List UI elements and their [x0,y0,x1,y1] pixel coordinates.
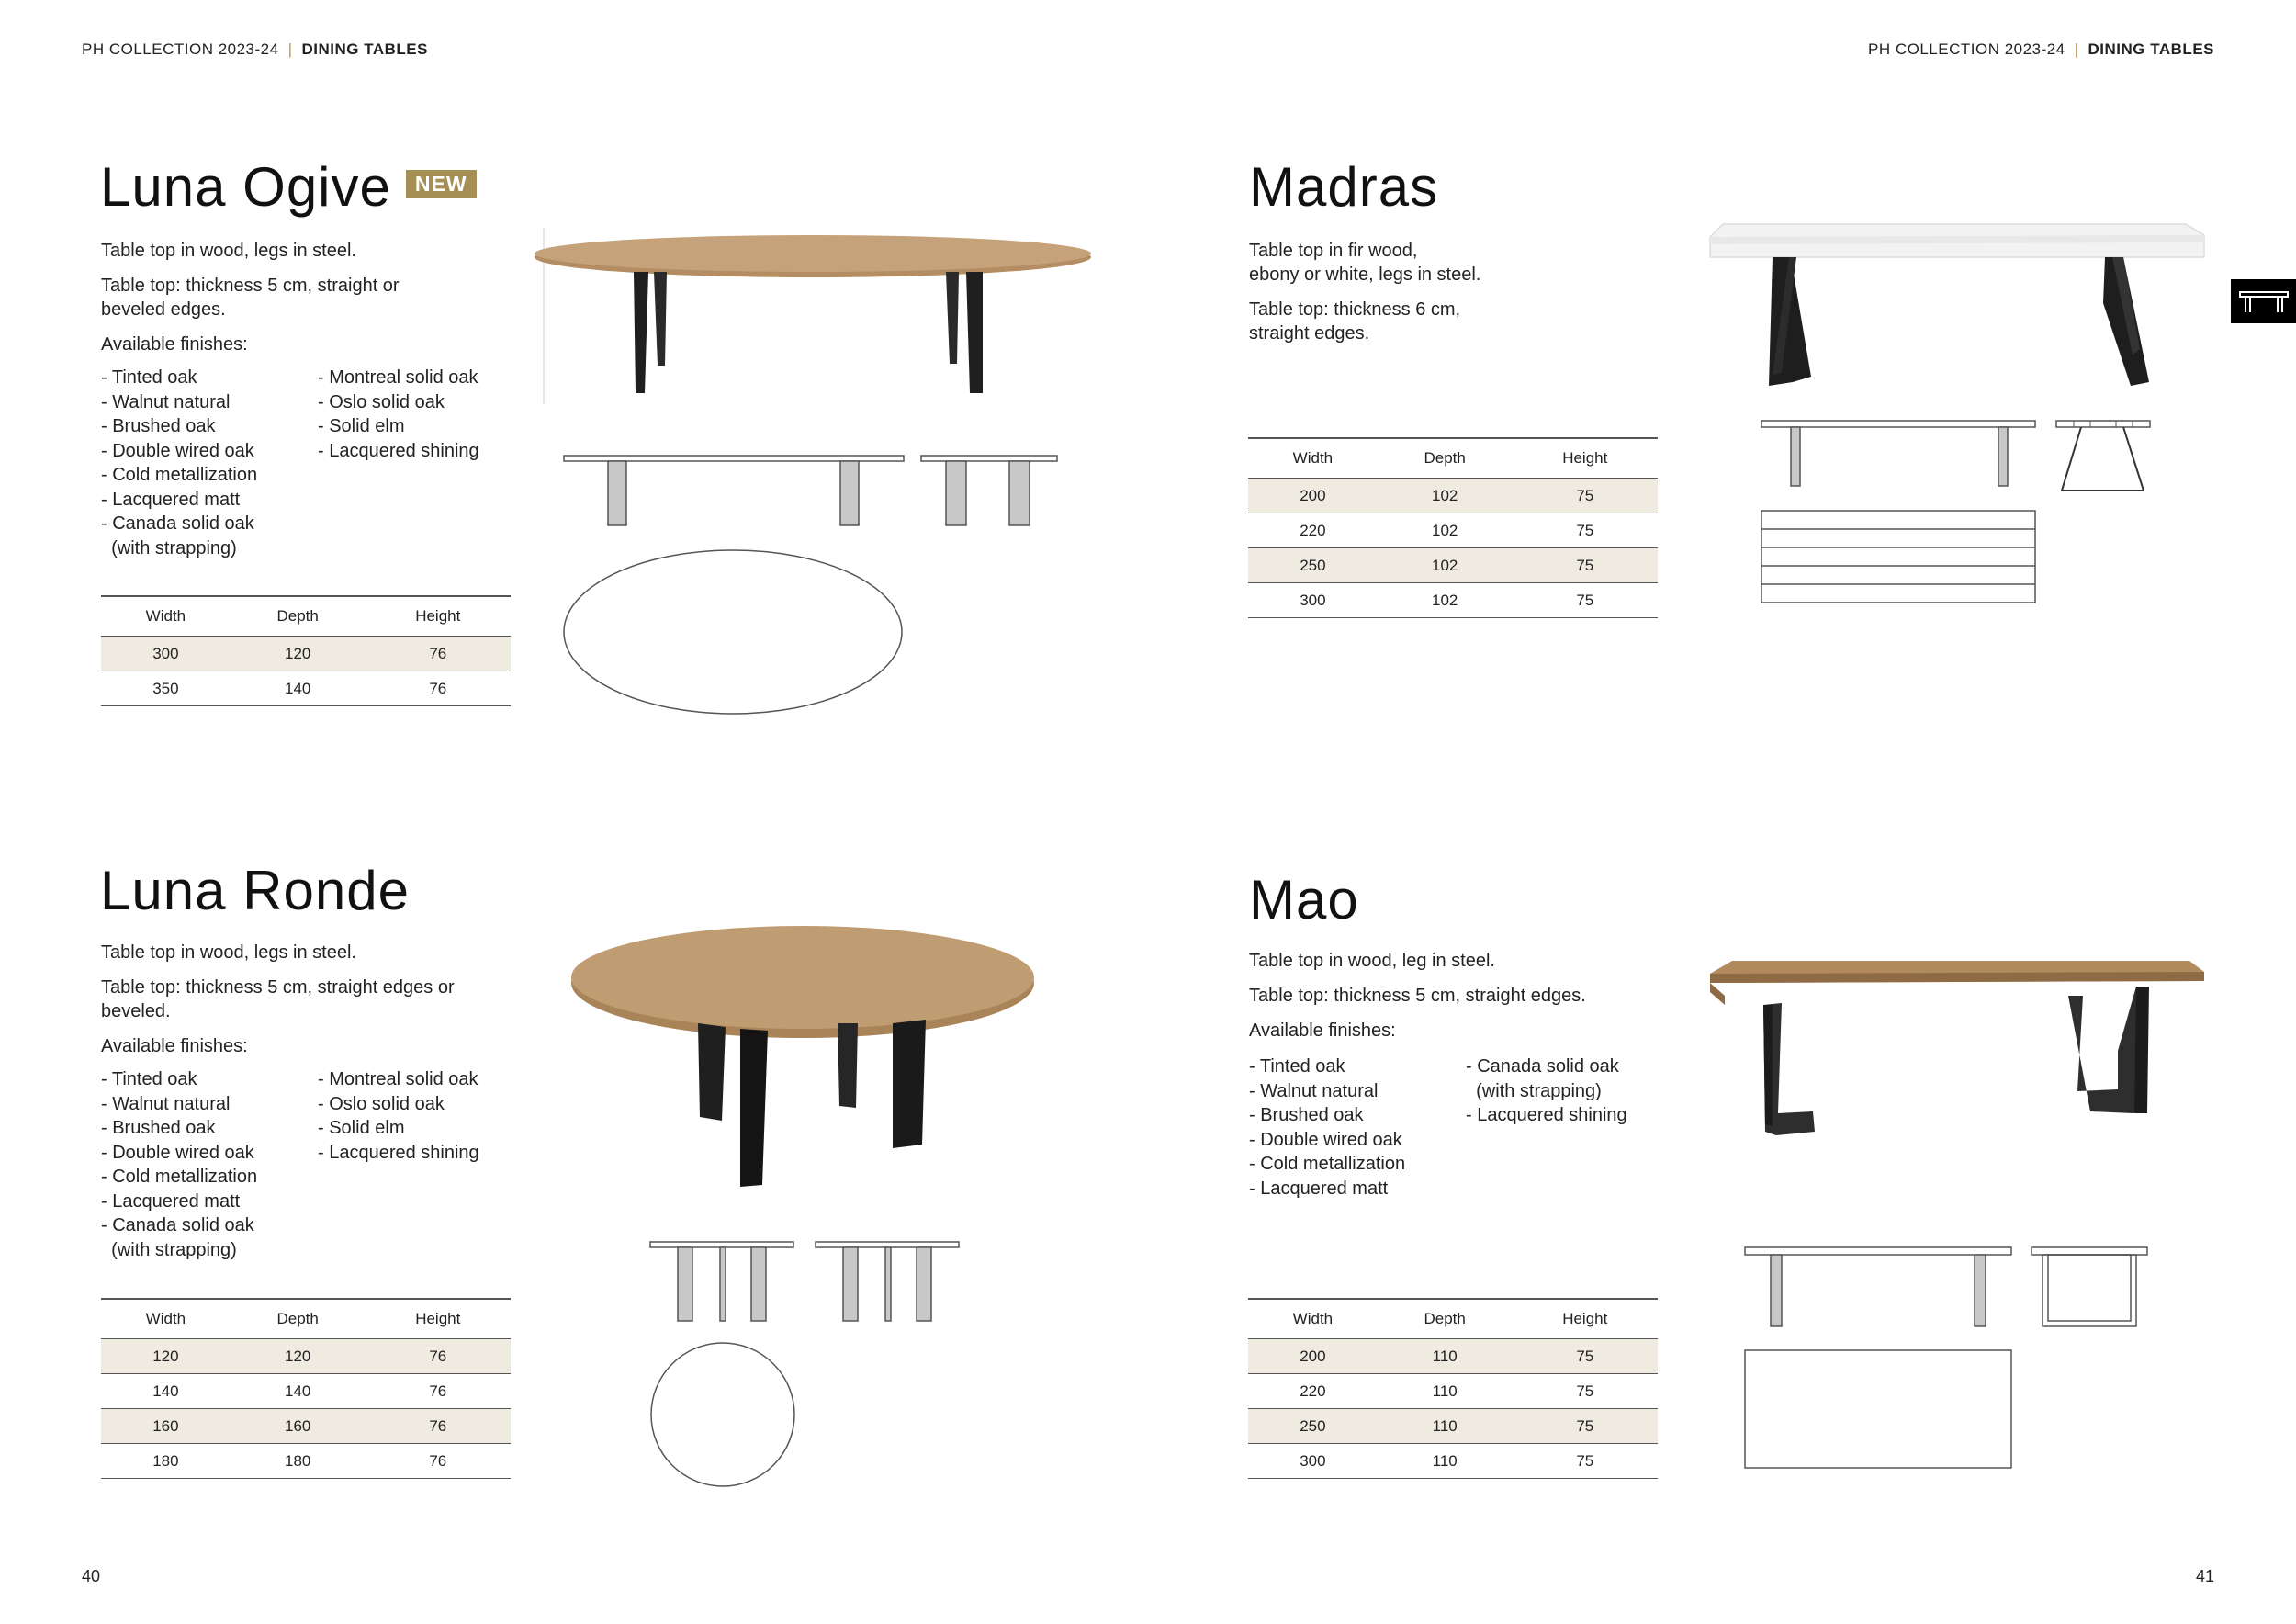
table-cell: 200 [1248,479,1378,513]
table-header-row [1248,438,1658,479]
table-cell: 76 [366,671,511,706]
table-row [1248,1374,1658,1409]
finishes-column [1249,1054,1466,1201]
column-header: Depth [1378,1299,1513,1339]
table-cell: 160 [101,1409,231,1444]
finishes-column [1466,1054,1627,1201]
finish-item: - Lacquered shining [318,1142,479,1163]
finish-item: (with strapping) [1466,1080,1602,1101]
table-cell: 102 [1378,513,1513,548]
column-header: Height [1513,1299,1658,1339]
table-cell: 300 [101,637,231,671]
dimensions-table [1248,437,1658,618]
finish-item: - Solid elm [318,1118,405,1138]
finishes-column [318,366,479,560]
finish-item: - Walnut natural [101,391,231,412]
header-separator: | [2074,40,2079,58]
luna-ogive-technical-drawing [562,454,1058,720]
description-line: Table top in fir wood, ebony or white, legs in steel. [1249,241,1481,285]
finish-item: - Tinted oak [101,1069,197,1089]
table-cell: 140 [231,671,366,706]
table-row [1248,513,1658,548]
table-row [101,637,511,671]
table-cell: 76 [366,1339,511,1374]
dimensions-table [1248,1298,1658,1479]
product-description [101,941,560,1069]
table-cell: 120 [101,1339,231,1374]
finish-item: - Brushed oak [101,1118,216,1138]
finishes-list [1249,1054,1627,1201]
finish-item: - Cold metallization [101,1167,258,1187]
table-cell: 76 [366,637,511,671]
column-header: Height [366,1299,511,1339]
mao-technical-drawing [1743,1246,2156,1471]
table-cell: 75 [1513,513,1658,548]
column-header: Depth [231,596,366,637]
table-header-row [101,596,511,637]
finish-item: - Brushed oak [1249,1105,1364,1125]
table-cell: 75 [1513,1444,1658,1479]
table-row [1248,479,1658,513]
table-cell: 180 [101,1444,231,1479]
luna-ronde-photo [569,928,1047,1203]
table-cell: 110 [1378,1409,1513,1444]
finish-item: - Montreal solid oak [318,367,478,388]
finish-item: - Oslo solid oak [318,391,445,412]
section-label: DINING TABLES [2088,40,2214,58]
table-header-row [1248,1299,1658,1339]
description-line: Table top: thickness 5 cm, straight edges. [1249,986,1586,1006]
finish-item: - Walnut natural [101,1093,231,1114]
column-header: Height [366,596,511,637]
product-title-luna-ogive: Luna Ogive NEW [100,160,477,215]
table-header-row [101,1299,511,1339]
description-line: Table top: thickness 5 cm, straight edges or beveled. [101,977,455,1021]
product-title-luna-ronde: Luna Ronde [100,860,410,921]
finish-item: - Tinted oak [1249,1056,1345,1077]
madras-photo [1708,220,2204,395]
finish-item: - Lacquered matt [101,1190,241,1212]
finish-item: - Oslo solid oak [318,1093,445,1114]
product-title-madras: Madras [1249,156,1439,218]
description-line: Available finishes: [101,334,248,355]
table-row [1248,1339,1658,1374]
column-header: Height [1513,438,1658,479]
table-cell: 200 [1248,1339,1378,1374]
finish-item: - Lacquered matt [101,489,241,510]
finishes-column [318,1067,479,1262]
table-cell: 76 [366,1409,511,1444]
product-description [101,239,533,367]
table-row [101,1444,511,1479]
table-cell: 140 [231,1374,366,1409]
finish-item: - Lacquered shining [318,440,479,461]
finish-item: - Solid elm [318,416,405,436]
table-cell: 110 [1378,1444,1513,1479]
product-description [1249,949,1708,1054]
dining-table-icon [2231,279,2296,323]
finish-item: - Cold metallization [1249,1154,1406,1174]
table-row [101,671,511,706]
dimensions-table [101,595,511,706]
column-header: Width [1248,438,1378,479]
section-tab[interactable] [2231,279,2296,323]
table-row [1248,1409,1658,1444]
table-cell: 102 [1378,479,1513,513]
finish-item: - Tinted oak [101,367,197,388]
table-cell: 350 [101,671,231,706]
finish-item: - Canada solid oak [101,513,254,534]
table-cell: 102 [1378,583,1513,618]
product-description [1249,239,1671,356]
table-row [101,1374,511,1409]
table-cell: 75 [1513,1339,1658,1374]
page-number-right: 41 [2195,1567,2214,1585]
finishes-column [101,366,318,560]
table-cell: 76 [366,1374,511,1409]
table-row [101,1409,511,1444]
table-cell: 220 [1248,1374,1378,1409]
finish-item: - Lacquered shining [1466,1105,1627,1125]
finish-item: - Lacquered matt [1249,1178,1389,1199]
page-header-left [82,40,428,59]
finish-item: - Cold metallization [101,465,258,485]
column-header: Depth [1378,438,1513,479]
page-number-left: 40 [82,1567,101,1585]
madras-technical-drawing [1760,419,2155,607]
table-cell: 250 [1248,548,1378,583]
description-line: Table top in wood, legs in steel. [101,942,356,963]
finishes-column [101,1067,318,1262]
finish-item: - Canada solid oak [1466,1056,1619,1077]
finish-item: (with strapping) [101,1239,237,1260]
finishes-list [101,1067,479,1262]
table-cell: 75 [1513,1374,1658,1409]
collection-label: PH COLLECTION 2023-24 [1868,40,2065,58]
table-cell: 75 [1513,1409,1658,1444]
table-cell: 160 [231,1409,366,1444]
finish-item: (with strapping) [101,537,237,558]
table-row [1248,548,1658,583]
table-cell: 110 [1378,1339,1513,1374]
finish-item: - Canada solid oak [101,1215,254,1235]
column-header: Depth [231,1299,366,1339]
table-row [101,1339,511,1374]
table-cell: 120 [231,637,366,671]
table-row [1248,1444,1658,1479]
collection-label: PH COLLECTION 2023-24 [82,40,279,58]
luna-ronde-technical-drawing [648,1240,970,1493]
finish-item: - Double wired oak [1249,1129,1402,1150]
mao-photo [1705,955,2210,1148]
description-line: Table top: thickness 6 cm, straight edges. [1249,299,1461,344]
finish-item: - Double wired oak [101,440,254,461]
column-header: Width [1248,1299,1378,1339]
description-line: Table top: thickness 5 cm, straight or beveled edges. [101,276,400,320]
table-cell: 300 [1248,583,1378,618]
table-cell: 75 [1513,479,1658,513]
luna-ogive-photo [533,220,1102,404]
table-cell: 300 [1248,1444,1378,1479]
column-header: Width [101,596,231,637]
table-cell: 75 [1513,583,1658,618]
description-line: Table top in wood, legs in steel. [101,241,356,261]
table-cell: 120 [231,1339,366,1374]
column-header: Width [101,1299,231,1339]
finish-item: - Walnut natural [1249,1080,1379,1101]
table-row [1248,583,1658,618]
finishes-list [101,366,479,560]
table-cell: 180 [231,1444,366,1479]
table-cell: 75 [1513,548,1658,583]
table-cell: 250 [1248,1409,1378,1444]
description-line: Available finishes: [101,1036,248,1056]
table-cell: 110 [1378,1374,1513,1409]
product-title-mao: Mao [1249,869,1359,930]
description-line: Table top in wood, leg in steel. [1249,951,1495,971]
table-cell: 102 [1378,548,1513,583]
table-cell: 220 [1248,513,1378,548]
table-cell: 76 [366,1444,511,1479]
dimensions-table [101,1298,511,1479]
table-cell: 140 [101,1374,231,1409]
header-separator: | [287,40,293,58]
page-header-right [1868,40,2214,59]
finish-item: - Montreal solid oak [318,1069,478,1089]
description-line: Available finishes: [1249,1021,1396,1041]
section-label: DINING TABLES [301,40,428,58]
new-badge: NEW [406,170,477,198]
finish-item: - Double wired oak [101,1142,254,1163]
finish-item: - Brushed oak [101,416,216,436]
